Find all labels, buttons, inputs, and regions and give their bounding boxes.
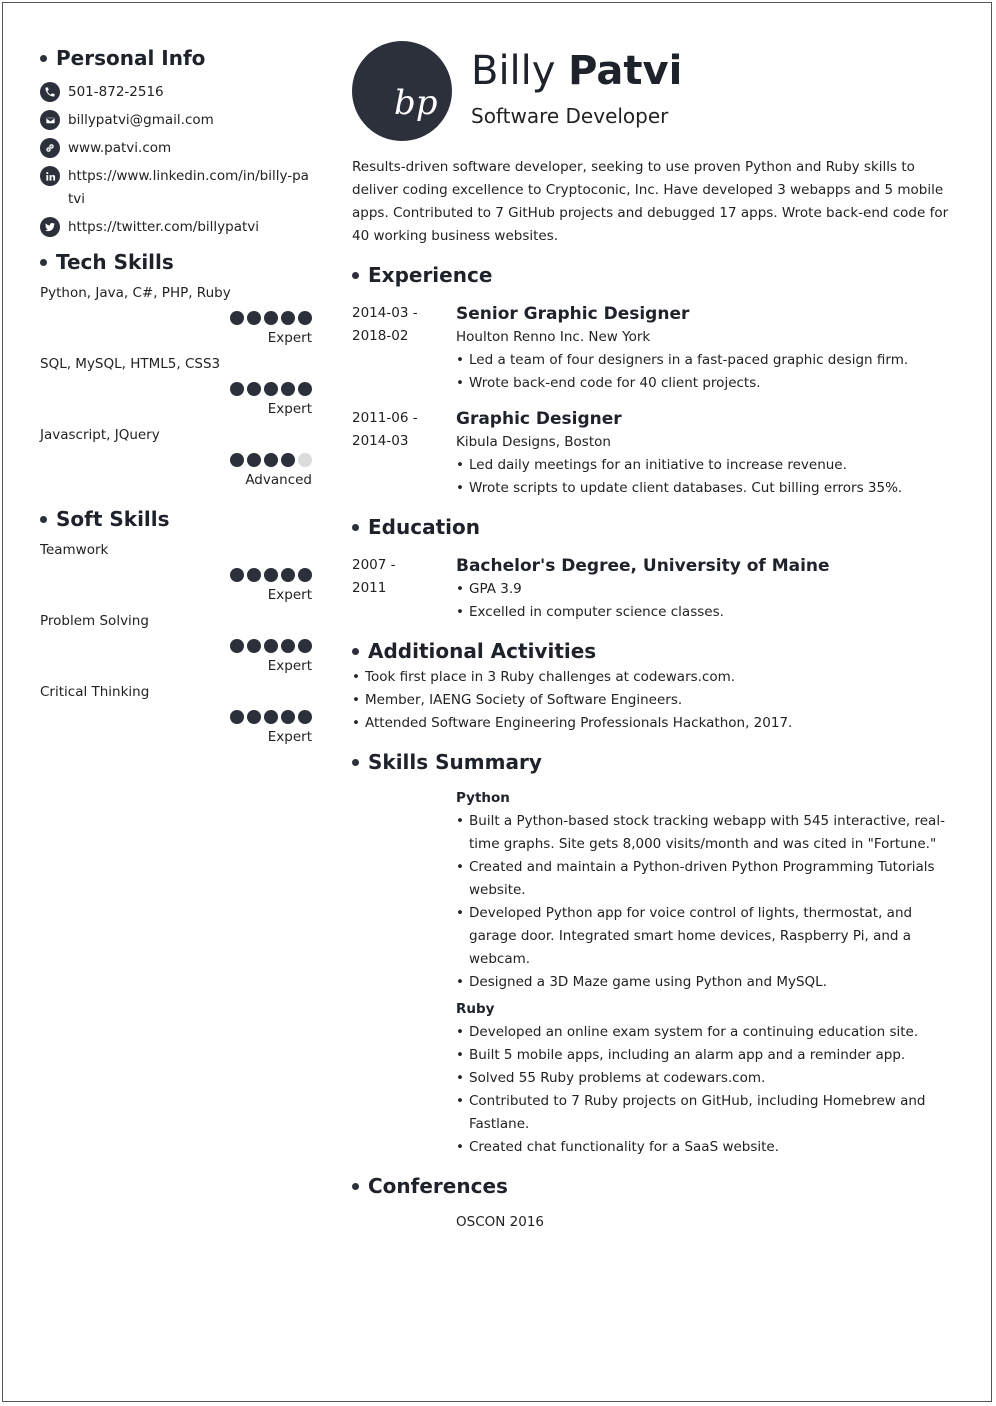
contact-linkedin[interactable] [40,165,312,211]
tech-skills-heading [40,247,312,277]
candidate-name [471,45,682,97]
bullet-dot [40,516,47,523]
rating-dot [298,639,312,653]
date-end: 2018-02 [352,328,409,344]
bullet-dot [352,524,359,531]
education-bullets [456,578,962,624]
skill-name: Javascript, JQuery [40,427,160,443]
education-date [352,554,456,624]
skill-item [40,682,312,747]
rating-dot [230,568,244,582]
rating-dot [281,568,295,582]
right-column [352,156,962,1234]
experience-date [352,407,456,500]
rating-dot [281,453,295,467]
contact-list [40,81,312,239]
date-end: 2014-03 [352,433,409,449]
skill-rating [40,311,312,325]
list-item: • Created chat functionality for a SaaS website. [456,1136,962,1159]
rating-dot [281,382,295,396]
experience-bullets [456,349,962,395]
conferences-heading [352,1171,962,1201]
list-item: • Developed an online exam system for a continuing education site. [456,1021,962,1044]
list-item: • Designed a 3D Maze game using Python and MySQL. [456,971,962,994]
experience-heading [352,260,962,290]
contact-phone[interactable] [40,81,312,104]
skills-summary-section [352,747,962,1159]
skills-summary-body [456,787,962,1159]
skill-level: Expert [267,729,312,745]
education-body [456,554,962,624]
experience-section [352,260,962,500]
rating-dot [247,382,261,396]
rating-dot [230,453,244,467]
avatar [352,41,452,141]
list-item: • Led a team of four designers in a fast-paced graphic design firm. [456,349,962,372]
rating-dot [298,311,312,325]
date-start: 2007 - [352,557,396,573]
skill-level: Expert [267,330,312,346]
skill-item [40,540,312,605]
conference-item: OSCON 2016 [456,1214,544,1230]
education-heading-text: Education [368,515,480,539]
experience-list [352,302,962,500]
email-text: billypatvi@gmail.com [68,112,214,128]
list-item: • Created and maintain a Python-driven Python Programming Tutorials website. [456,856,962,902]
date-start: 2014-03 - [352,305,418,321]
list-item: • Attended Software Engineering Professionals Hackathon, 2017. [352,712,962,735]
date-end: 2011 [352,580,387,596]
job-title: Graphic Designer [456,409,622,429]
skill-item [40,283,312,348]
rating-dot [230,382,244,396]
company-name: Houlton Renno Inc. New York [456,329,651,345]
job-title: Senior Graphic Designer [456,304,690,324]
experience-entry [352,407,962,500]
rating-dot [247,568,261,582]
list-item: • Wrote scripts to update client databases. Cut billing errors 35%. [456,477,962,500]
bullet-dot [352,648,359,655]
rating-dot [264,639,278,653]
skill-item [40,354,312,419]
python-label: Python [456,790,510,806]
company-name: Kibula Designs, Boston [456,434,611,450]
skill-level: Expert [267,401,312,417]
education-entry [352,554,962,624]
rating-dot [247,639,261,653]
education-section [352,512,962,624]
activities-heading-text: Additional Activities [368,639,597,663]
contact-twitter[interactable] [40,216,312,239]
rating-dot [298,382,312,396]
rating-dot [264,453,278,467]
rating-dot [230,311,244,325]
skill-rating [40,710,312,724]
activities-bullets [352,666,962,735]
twitter-text: https://twitter.com/billypatvi [68,219,260,235]
contact-website[interactable] [40,137,312,160]
list-item: • Solved 55 Ruby problems at codewars.com. [456,1067,962,1090]
website-text: www.patvi.com [68,140,172,156]
bullet-dot [352,1183,359,1190]
soft-skills-heading-text: Soft Skills [56,507,170,531]
skills-summary-heading-text: Skills Summary [368,750,542,774]
activities-heading [352,636,962,666]
experience-body [456,302,962,395]
python-bullets [456,810,962,994]
rating-dot [230,710,244,724]
skill-rating [40,568,312,582]
degree-title: Bachelor's Degree, University of Maine [456,556,830,576]
list-item: • Took first place in 3 Ruby challenges at codewars.com. [352,666,962,689]
linkedin-text: https://www.linkedin.com/in/billy-patvi [68,168,309,207]
rating-dot [298,710,312,724]
first-name: Billy [471,48,556,94]
left-column [40,43,312,747]
rating-dot [230,639,244,653]
summary-text: Results-driven software developer, seeking to use proven Python and Ruby skills to deliver coding excellence to Cryptoconic, Inc. Have developed 3 webapps and 5 mobile apps. Contributed to 7 GitHub projects and debugged 17 apps. Wrote back-end code for 40 working business websites. [352,159,949,244]
list-item: • Developed Python app for voice control of lights, thermostat, and garage door. Integrated smart home devices, Raspberry Pi, and a webcam. [456,902,962,971]
list-item: • GPA 3.9 [456,578,962,601]
avatar-initials: bp [394,83,438,123]
linkedin-icon [40,166,60,186]
skill-item [40,425,312,490]
soft-skills-list [40,540,312,747]
education-heading [352,512,962,542]
tech-skills-list [40,283,312,490]
skill-name: Python, Java, C#, PHP, Ruby [40,285,231,301]
experience-heading-text: Experience [368,263,493,287]
skill-level: Expert [267,587,312,603]
experience-body [456,407,962,500]
list-item: • Led daily meetings for an initiative to increase revenue. [456,454,962,477]
skill-rating [40,382,312,396]
twitter-icon [40,217,60,237]
job-role: Software Developer [471,104,669,128]
rating-dot [281,639,295,653]
bullet-dot [352,272,359,279]
activities-section [352,636,962,735]
rating-dot [264,311,278,325]
skill-name: SQL, MySQL, HTML5, CSS3 [40,356,221,372]
soft-skills-heading [40,504,312,534]
skill-name: Critical Thinking [40,684,150,700]
envelope-icon [40,110,60,130]
list-item: • Built a Python-based stock tracking webapp with 545 interactive, real-time graphs. Site gets 8,000 visits/month and was cited in "Fortune." [456,810,962,856]
phone-text: 501-872-2516 [68,84,164,100]
rating-dot [264,568,278,582]
experience-date [352,302,456,395]
skill-name: Teamwork [40,542,109,558]
list-item: • Wrote back-end code for 40 client projects. [456,372,962,395]
rating-dot [298,453,312,467]
skill-level: Advanced [245,472,312,488]
rating-dot [281,311,295,325]
rating-dot [247,311,261,325]
ruby-bullets [456,1021,962,1159]
bullet-dot [40,55,47,62]
skills-summary-heading [352,747,962,777]
rating-dot [281,710,295,724]
personal-info-heading-text: Personal Info [56,46,206,70]
conferences-section [352,1171,962,1234]
bullet-dot [40,259,47,266]
rating-dot [247,453,261,467]
conferences-heading-text: Conferences [368,1174,508,1198]
experience-entry [352,302,962,395]
experience-bullets [456,454,962,500]
rating-dot [264,382,278,396]
date-start: 2011-06 - [352,410,418,426]
skill-item [40,611,312,676]
list-item: • Built 5 mobile apps, including an alarm app and a reminder app. [456,1044,962,1067]
rating-dot [264,710,278,724]
bullet-dot [352,759,359,766]
skill-level: Expert [267,658,312,674]
list-item: • Member, IAENG Society of Software Engineers. [352,689,962,712]
resume-page [2,2,992,1402]
rating-dot [298,568,312,582]
tech-skills-heading-text: Tech Skills [56,250,174,274]
skill-rating [40,639,312,653]
phone-icon [40,82,60,102]
ruby-label: Ruby [456,1001,495,1017]
rating-dot [247,710,261,724]
contact-email[interactable] [40,109,312,132]
list-item: • Excelled in computer science classes. [456,601,962,624]
last-name: Patvi [568,48,683,94]
link-icon [40,138,60,158]
list-item: • Contributed to 7 Ruby projects on GitHub, including Homebrew and Fastlane. [456,1090,962,1136]
skill-rating [40,453,312,467]
personal-info-heading [40,43,312,73]
skill-name: Problem Solving [40,613,149,629]
